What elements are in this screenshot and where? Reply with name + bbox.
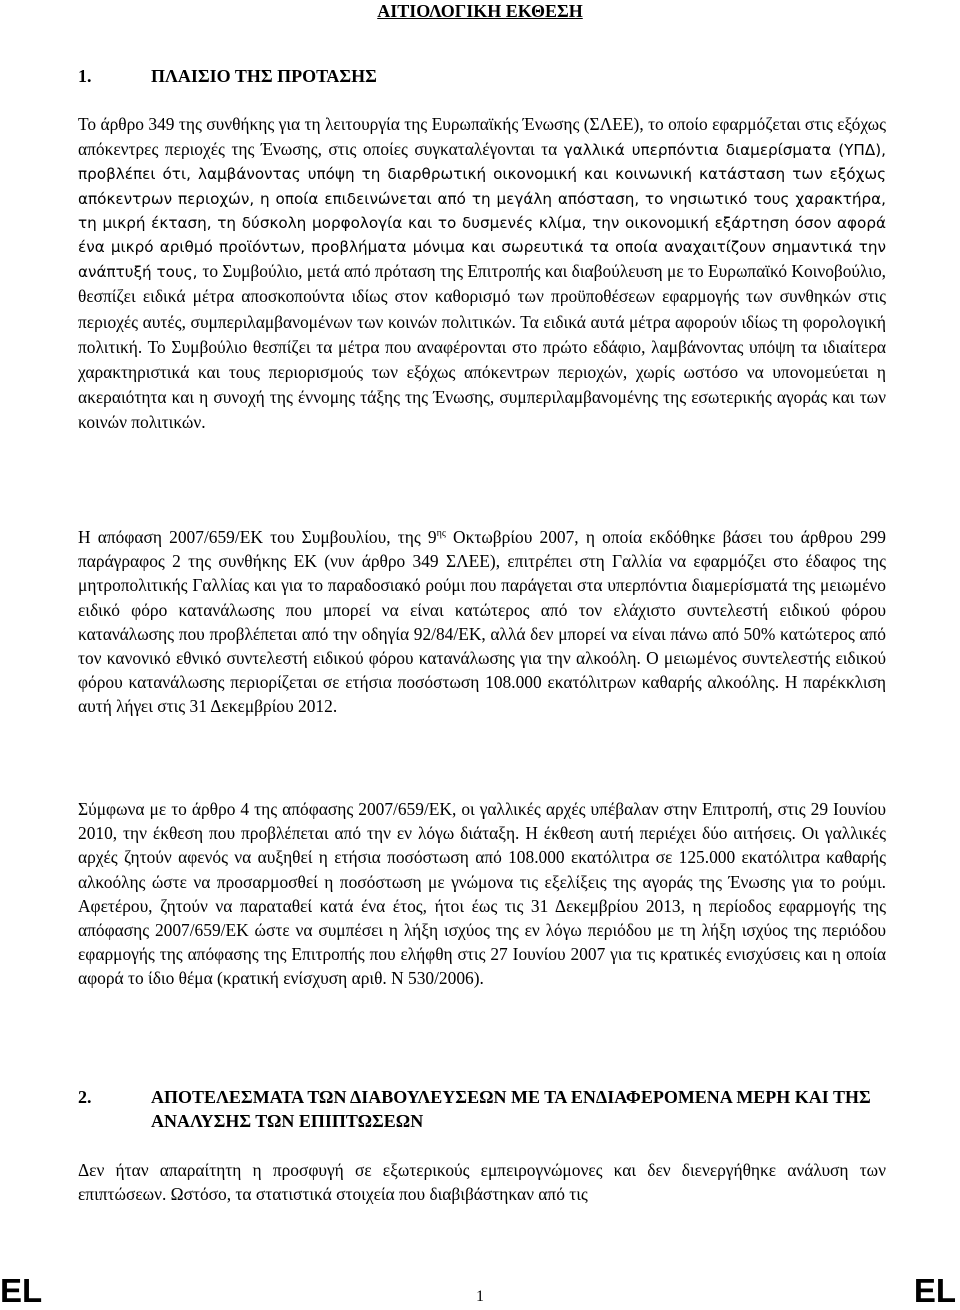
footer-page-number: 1 (476, 1288, 484, 1305)
paragraph-text: Σύμφωνα με το άρθρο 4 της απόφασης 2007/659/ΕΚ, οι γαλλικές αρχές υπέβαλαν στην Επιτροπή, στις 29 Ιουνίου 2010, την έκθεση που προβλέπεται από την εν λόγω διάταξη. Η έκθεση αυτή περιέχει δύο αιτήσεις. Οι γαλλικές αρχές ζητούν αφενός να αυξηθεί η ετήσια ποσόστωση από 108.000 εκατόλιτρα σε 125.000 εκατόλιτρα καθαρής αλκοόλης ώστε να προσαρμοσθεί η ποσόστωση με γνώμονα τις εξελίξεις της αγοράς της Ένωσης για το ρούμι. Αφετέρου, ζητούν να παραταθεί κατά ένα έτος, ήτοι έως τις 31 Δεκεμβρίου 2013, η περίοδος εφαρμογής της απόφασης 2007/659/ΕΚ ώστε να συμπέσει η λήξη ισχύος της εν λόγω περιόδου με τη λήξη ισχύος της περιόδου εφαρμογής της απόφασης της Επιτροπής που ελήφθη στις 27 Ιουνίου 2007 για τις κρατικές ενισχύσεις και η οποία αφορά το ίδιο θέμα (κρατική ενίσχυση αριθ. Ν 530/2006). (78, 799, 886, 989)
section-title: ΠΛΑΙΣΙΟ ΤΗΣ ΠΡΟΤΑΣΗΣ (151, 66, 377, 86)
paragraph-text: Οκτωβρίου 2007, η οποία εκδόθηκε βάσει του άρθρου 299 παράγραφος 2 της συνθήκης ΕΚ (νυν άρθρο 349 ΣΛΕΕ), επιτρέπει στη Γαλλία να εφαρμόζει στο έδαφος της μητροπολιτικής Γαλλίας και για το παραδοσιακό ρούμι που παράγεται στα υπερπόντια διαμερίσματά της μειωμένο ειδικό φόρο κατανάλωσης που μπορεί να είναι κατώτερος από τον ελάχιστο συντελεστή ειδικού φόρου κατανάλωσης που προβλέπεται από την οδηγία 92/84/ΕΚ, αλλά δεν μπορεί να είναι πάνω από 50% κατώτερος από τον κανονικό εθνικό συντελεστή ειδικού φόρου κατανάλωσης για την αλκοόλη. Ο μειωμένος συντελεστής ειδικού φόρου κατανάλωσης περιορίζεται σε ετήσια ποσόστωση 108.000 εκατόλιτρων καθαρής αλκοόλης. Η παρέκκλιση αυτή λήγει στις 31 Δεκεμβρίου 2012. (78, 527, 886, 717)
section-title: ΑΠΟΤΕΛΕΣΜΑΤΑ ΤΩΝ ΔΙΑΒΟΥΛΕΥΣΕΩΝ ΜΕ ΤΑ ΕΝΔΙΑΦΕΡΟΜΕΝΑ ΜΕΡΗ ΚΑΙ ΤΗΣ ΑΝΑΛΥΣΗΣ ΤΩΝ ΕΠΙΠΤΩΣΕΩΝ (151, 1087, 871, 1131)
paragraph-text-serif: το Συμβούλιο, μετά από πρόταση της Επιτροπής και διαβούλευση με το Ευρωπαϊκό Κοινοβούλιο, θεσπίζει ειδικά μέτρα αποσκοπούντα ιδίως στον καθορισμό των προϋποθέσεων εφαρμογής των συνθηκών στις περιοχές αυτές, συμπεριλαμβανομένων των κοινών πολιτικών. Τα ειδικά αυτά μέτρα αφορούν ιδίως τη φορολογική πολιτική. Το Συμβούλιο θεσπίζει τα μέτρα που αναφέρονται στο πρώτο εδάφιο, λαμβάνοντας υπόψη τα ιδιαίτερα χαρακτηριστικά και τους περιορισμούς των εξόχως απόκεντρων περιοχών, χωρίς ωστόσο να υπονομεύεται η ακεραιότητα και η συνοχή της έννομης τάξης της Ένωσης, συμπεριλαμβανομένης της εσωτερικής αγοράς και των κοινών πολιτικών. (78, 261, 886, 433)
paragraph-french-report (78, 797, 886, 991)
ordinal-superscript: ης (436, 528, 446, 540)
paragraph-text: Η απόφαση 2007/659/ΕΚ του Συμβουλίου, της 9 (78, 527, 437, 547)
section-number: 2. (78, 1087, 92, 1107)
document-title: ΑΙΤΙΟΛΟΓΙΚΗ ΕΚΘΕΣΗ (377, 1, 583, 21)
paragraph-text: Δεν ήταν απαραίτητη η προσφυγή σε εξωτερικούς εμπειρογνώμονες και δεν διενεργήθηκε ανάλυση των επιπτώσεων. Ωστόσο, τα στατιστικά στοιχεία που διαβιβάστηκαν από τις (78, 1160, 886, 1205)
paragraph-council-decision (78, 525, 886, 719)
paragraph-consultations (78, 1158, 886, 1206)
section-number: 1. (78, 66, 92, 86)
paragraph-legal-basis (78, 112, 886, 436)
paragraph-text-sans: γαλλικά υπερπόντια διαμερίσματα (ΥΠΔ), προβλέπει ότι, λαμβάνοντας υπόψη τη διαρθρωτική οικονομική και κοινωνική κατάσταση των εξόχως απόκεντρων περιοχών, η οποία επιδεινώνεται από τη μεγάλη απόσταση, το νησιωτικό τους χαρακτήρα, τη μικρή έκταση, τη δύσκολη μορφολογία και το δυσμενές κλίμα, την οικονομική εξάρτηση όσον αφορά ένα μικρό αριθμό προϊόντων, προβλήματα μόνιμα και σωρευτικά τα οποία αναχαιτίζουν σημαντικά την ανάπτυξή τους, (78, 141, 886, 282)
paragraph-text-serif: Το άρθρο 349 της συνθήκης για τη λειτουργία της Ευρωπαϊκής Ένωσης (ΣΛΕΕ), το οποίο εφαρμόζεται στις εξόχως απόκεντρες περιοχές της Ένωσης, στις οποίες συγκαταλέγονται τα (78, 114, 886, 160)
footer-language-left: EL (0, 1272, 43, 1309)
footer-language-right: EL (913, 1272, 956, 1309)
